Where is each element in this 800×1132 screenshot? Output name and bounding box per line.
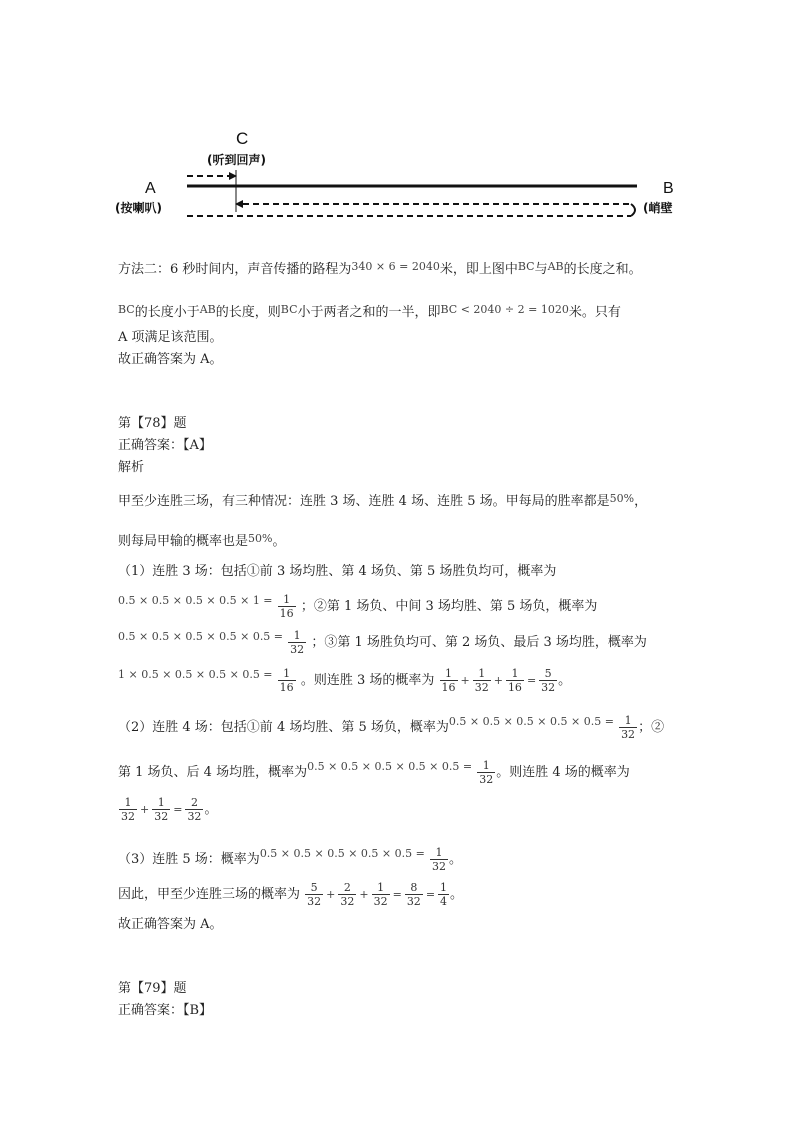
method2-line3: A 项满足该范围。	[118, 330, 223, 345]
q78-case1-line2: $^{0.5 \times 0.5 \times 0.5 \times 0.5 \times 1 =}$ $\frac{1}{16}$ ；②第 1 场负、中间 3 场均胜、第 5 场负，概率为	[118, 593, 598, 620]
fraction: $\frac{1}{32}$	[154, 796, 169, 823]
fraction: $\frac{5}{32}$	[541, 667, 556, 694]
q78-conclusion: 故正确答案为 A。	[118, 917, 223, 932]
q78-case2-line1: （2）连胜 4 场：包括①前 4 场均胜、第 5 场负，概率为$^{0.5 \times 0.5 \times 0.5 \times 0.5 \times 0.5 =}$ $\frac{1}{32}$ ；②	[118, 714, 665, 741]
fraction: $\frac{1}{32}$	[474, 667, 489, 694]
fraction: $\frac{1}{16}$	[279, 667, 294, 694]
q78-total: 因此，甲至少连胜三场的概率为 $\frac{5}{32}$ + $\frac{2}{32}$ + $\frac{1}{32}$ = $\frac{8}{32}$ = $\frac{1}{4}$ 。	[118, 881, 464, 908]
q78-case1-line3: $^{0.5 \times 0.5 \times 0.5 \times 0.5 \times 0.5 =}$ $\frac{1}{32}$ ；③第 1 场胜负均可、第 2 场负、最后 3 场均胜，概率为	[118, 629, 647, 656]
label-c: C	[236, 129, 249, 148]
q78-case1-line1: （1）连胜 3 场：包括①前 3 场均胜、第 4 场负、第 5 场胜负均可，概率为	[118, 564, 557, 579]
fraction: $\frac{1}{32}$	[431, 846, 446, 873]
q78-para2: 则每局甲输的概率也是$^{50\%}$。	[118, 532, 286, 549]
fraction: $\frac{1}{16}$	[279, 593, 294, 620]
fraction: $\frac{1}{32}$	[621, 714, 636, 741]
label-c-sub: (听到回声)	[207, 153, 266, 167]
label-b: B	[663, 180, 674, 197]
fraction: $\frac{1}{16}$	[507, 667, 522, 694]
q78-case2-line2: 第 1 场负、后 4 场均胜，概率为$^{0.5 \times 0.5 \times 0.5 \times 0.5 \times 0.5 =}$ $\frac{1}{32}$ 。则连胜 4 场的概率为	[118, 759, 630, 786]
fraction: $\frac{2}{32}$	[340, 881, 355, 908]
q78-para1: 甲至少连胜三场，有三种情况：连胜 3 场、连胜 4 场、连胜 5 场。甲每局的胜率都是$^{50\%}$，	[118, 492, 648, 509]
fraction: $\frac{8}{32}$	[406, 881, 421, 908]
fraction: $\frac{1}{16}$	[441, 667, 456, 694]
method2-line1: 方法二：6 秒时间内，声音传播的路程为$^{340 \times 6 = 2040}$米，即上图中$^{BC}$与$^{AB}$的长度之和。	[118, 260, 642, 277]
q78-case3: （3）连胜 5 场：概率为$^{0.5 \times 0.5 \times 0.5 \times 0.5 \times 0.5 =}$ $\frac{1}{32}$ 。	[118, 846, 462, 873]
label-a: A	[145, 180, 156, 197]
echo-diagram	[115, 120, 675, 230]
q78-title: 第【78】题	[118, 416, 187, 431]
q78-analysis-heading: 解析	[118, 460, 145, 475]
fraction: $\frac{1}{32}$	[479, 759, 494, 786]
label-b-sub: (峭壁	[643, 201, 673, 215]
q78-answer: 正确答案：【A】	[118, 438, 212, 453]
q79-title: 第【79】题	[118, 981, 187, 996]
fraction: $\frac{1}{32}$	[121, 796, 135, 823]
q79-answer: 正确答案：【B】	[118, 1003, 213, 1018]
fraction: $\frac{1}{4}$	[440, 881, 448, 908]
method2-line2: $^{BC}$的长度小于$^{AB}$的长度，则$^{BC}$小于两者之和的一半，即$^{BC < 2040 \div 2 = 1020}$米。只有	[118, 303, 621, 320]
q78-case2-line3: $\frac{1}{32}$ + $\frac{1}{32}$ = $\frac{2}{32}$ 。	[121, 796, 218, 823]
fraction: $\frac{1}{32}$	[290, 629, 305, 656]
label-a-sub: (按喇叭)	[115, 201, 162, 215]
method2-conclusion: 故正确答案为 A。	[118, 352, 223, 367]
fraction: $\frac{5}{32}$	[307, 881, 322, 908]
q78-case1-line4: $^{1 \times 0.5 \times 0.5 \times 0.5 \times 0.5 =}$ $\frac{1}{16}$ 。则连胜 3 场的概率为 $\frac{1}{16}$ + $\frac{1}{32}$ + $\frac{1}{16}$ = $\frac{5}{32}$ 。	[118, 667, 572, 694]
echo-bounce-curve	[631, 204, 635, 216]
fraction: $\frac{1}{32}$	[373, 881, 388, 908]
fraction: $\frac{2}{32}$	[187, 796, 202, 823]
